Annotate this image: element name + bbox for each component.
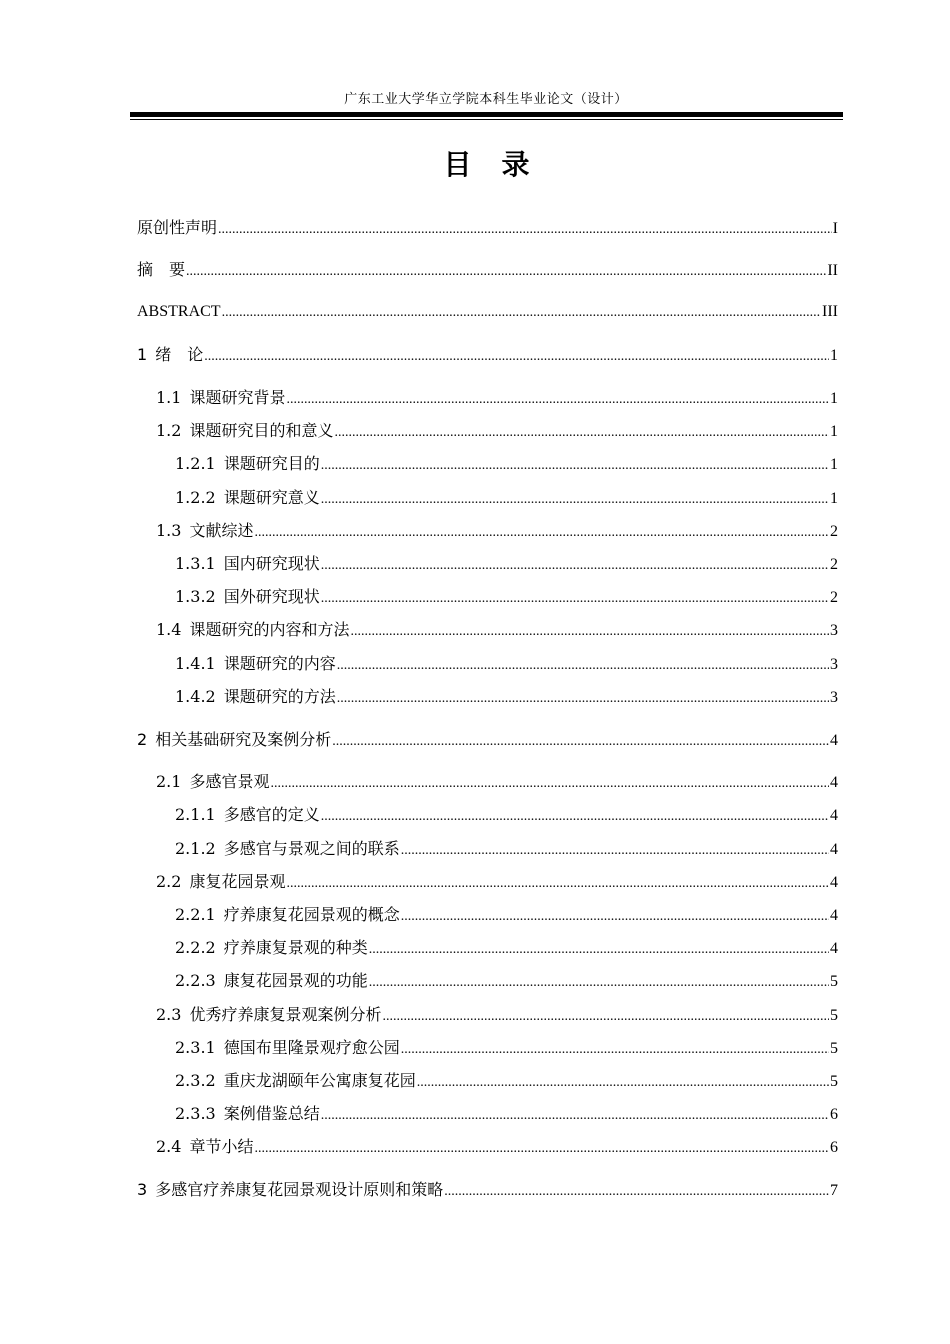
toc-entry-chapter-3[interactable] (137, 1179, 838, 1201)
leader-dots (270, 773, 829, 795)
toc-entry-2-3-3[interactable] (175, 1103, 838, 1125)
toc-entry-number: 2.2.3 (175, 971, 216, 990)
toc-entry-page: 4 (830, 841, 838, 858)
toc-entry-1-3-1[interactable] (175, 553, 838, 575)
toc-entry-number: 2.2 (156, 872, 182, 891)
toc-entry-2-2[interactable] (156, 871, 838, 893)
toc-entry-label: 多感官的定义 (223, 805, 320, 824)
toc-entry-2-3-2[interactable] (175, 1070, 838, 1092)
toc-entry-page: 4 (830, 874, 838, 891)
toc-entry-page: 1 (830, 456, 838, 473)
header-rule-thick (130, 112, 843, 117)
toc-entry-label: 绪 论 (155, 345, 204, 364)
toc-entry-1-2[interactable] (156, 420, 838, 442)
leader-dots (401, 906, 829, 928)
toc-entry-number: 1.3.2 (175, 587, 216, 606)
page-title: 目录 (443, 148, 560, 181)
toc-entry-page: 5 (830, 1040, 838, 1057)
toc-entry-label: 章节小结 (189, 1137, 254, 1156)
leader-dots (382, 1006, 829, 1028)
toc-entry-page: 4 (830, 732, 838, 749)
leader-dots (417, 1072, 829, 1094)
toc-entry-number: 1.3.1 (175, 554, 216, 573)
toc-entry-label: 康复花园景观 (189, 872, 286, 891)
toc-entry-chapter-1[interactable] (137, 344, 838, 366)
toc-entry-number: 1 (137, 345, 148, 364)
toc-entry-label: 德国布里隆景观疗愈公园 (223, 1038, 400, 1057)
toc-entry-page: 1 (830, 390, 838, 407)
toc-entry-number: 2.4 (156, 1137, 182, 1156)
toc-entry-number: 2.3.3 (175, 1104, 216, 1123)
leader-dots (321, 455, 829, 477)
toc-entry-label: 优秀疗养康复景观案例分析 (189, 1005, 382, 1024)
toc-entry-number: 2.3.2 (175, 1071, 216, 1090)
toc-entry-label: 多感官景观 (189, 772, 270, 791)
toc-entry-1-1[interactable] (156, 387, 838, 409)
toc-entry-page: 4 (830, 807, 838, 824)
leader-dots (186, 261, 826, 283)
toc-entry-1-4-1[interactable] (175, 653, 838, 675)
leader-dots (332, 731, 829, 753)
toc-entry-declaration[interactable] (137, 217, 838, 239)
toc-entry-page: 1 (830, 347, 838, 364)
leader-dots (321, 1105, 829, 1127)
toc-entry-number: 1.2.1 (175, 454, 216, 473)
toc-entry-2-1[interactable] (156, 771, 838, 793)
leader-dots (321, 806, 829, 828)
leader-dots (401, 840, 829, 862)
toc-entry-label: 课题研究目的 (223, 454, 320, 473)
leader-dots (254, 1138, 829, 1160)
leader-dots (401, 1039, 829, 1061)
toc-entry-page: 5 (830, 1007, 838, 1024)
toc-entry-number: 1.4 (156, 620, 182, 639)
toc-entry-page: 1 (830, 423, 838, 440)
toc-entry-page: 2 (830, 523, 838, 540)
toc-entry-number: 2.1.1 (175, 805, 216, 824)
toc-entry-page: 5 (830, 973, 838, 990)
toc-entry-label: 相关基础研究及案例分析 (155, 730, 332, 749)
toc-entry-number: 1.3 (156, 521, 182, 540)
toc-entry-label: 课题研究的内容 (223, 654, 336, 673)
running-header: 广东工业大学华立学院本科生毕业论文（设计） (344, 92, 628, 107)
toc-entry-number: 2.3.1 (175, 1038, 216, 1057)
leader-dots (218, 219, 832, 241)
toc-entry-1-2-1[interactable] (175, 453, 838, 475)
toc-entry-page: II (827, 262, 838, 279)
toc-entry-2-1-1[interactable] (175, 804, 838, 826)
toc-entry-label: 国外研究现状 (223, 587, 320, 606)
toc-entry-label: 康复花园景观的功能 (223, 971, 368, 990)
leader-dots (321, 588, 829, 610)
toc-entry-label: 多感官与景观之间的联系 (223, 839, 400, 858)
toc-entry-label: ABSTRACT (137, 303, 221, 320)
toc-entry-2-2-2[interactable] (175, 937, 838, 959)
toc-entry-page: 4 (830, 907, 838, 924)
leader-dots (222, 302, 821, 324)
toc-entry-label: 课题研究意义 (223, 488, 320, 507)
toc-entry-number: 2.2.2 (175, 938, 216, 957)
toc-entry-2-3-1[interactable] (175, 1037, 838, 1059)
toc-entry-2-2-3[interactable] (175, 970, 838, 992)
toc-entry-page: 4 (830, 940, 838, 957)
leader-dots (321, 555, 829, 577)
toc-entry-page: 3 (830, 689, 838, 706)
toc-entry-2-1-2[interactable] (175, 838, 838, 860)
toc-entry-number: 2.1 (156, 772, 182, 791)
leader-dots (321, 489, 829, 511)
toc-entry-number: 1.4.1 (175, 654, 216, 673)
toc-entry-page: I (832, 220, 838, 237)
toc-entry-page: 1 (830, 490, 838, 507)
toc-entry-2-3[interactable] (156, 1004, 838, 1026)
toc-entry-2-2-1[interactable] (175, 904, 838, 926)
toc-entry-page: III (822, 303, 838, 320)
toc-entry-abstract-cn[interactable] (137, 259, 838, 281)
leader-dots (444, 1181, 829, 1203)
toc-entry-label: 多感官疗养康复花园景观设计原则和策略 (155, 1180, 444, 1199)
toc-entry-page: 6 (830, 1106, 838, 1123)
leader-dots (337, 655, 829, 677)
toc-entry-label: 重庆龙湖颐年公寓康复花园 (223, 1071, 416, 1090)
toc-entry-label: 案例借鉴总结 (223, 1104, 320, 1123)
toc-entry-page: 2 (830, 589, 838, 606)
toc-entry-number: 2 (137, 730, 148, 749)
toc-entry-chapter-2[interactable] (137, 729, 838, 751)
toc-entry-label: 课题研究的方法 (223, 687, 336, 706)
toc-entry-page: 2 (830, 556, 838, 573)
toc-entry-label: 课题研究目的和意义 (189, 421, 334, 440)
leader-dots (254, 522, 829, 544)
toc-entry-number: 1.2 (156, 421, 182, 440)
leader-dots (337, 688, 829, 710)
toc-entry-number: 2.2.1 (175, 905, 216, 924)
toc-entry-label: 课题研究的内容和方法 (189, 620, 350, 639)
toc-entry-label: 摘 要 (137, 260, 186, 279)
toc-entry-1-3-2[interactable] (175, 586, 838, 608)
toc-entry-number: 2.1.2 (175, 839, 216, 858)
toc-entry-1-3[interactable] (156, 520, 838, 542)
header-rule-thin (130, 119, 843, 120)
leader-dots (286, 389, 829, 411)
toc-entry-1-2-2[interactable] (175, 487, 838, 509)
toc-entry-label: 疗养康复花园景观的概念 (223, 905, 400, 924)
toc-entry-abstract-en[interactable] (137, 301, 838, 323)
toc-entry-2-4[interactable] (156, 1136, 838, 1158)
leader-dots (350, 621, 829, 643)
toc-entry-label: 原创性声明 (137, 218, 218, 237)
toc-entry-page: 7 (830, 1182, 838, 1199)
toc-entry-1-4-2[interactable] (175, 686, 838, 708)
leader-dots (369, 939, 829, 961)
toc-entry-page: 3 (830, 622, 838, 639)
toc-entry-number: 3 (137, 1180, 148, 1199)
toc-entry-number: 1.1 (156, 388, 182, 407)
toc-entry-label: 文献综述 (189, 521, 254, 540)
leader-dots (369, 972, 829, 994)
leader-dots (334, 422, 829, 444)
leader-dots (204, 346, 829, 368)
toc-entry-page: 6 (830, 1139, 838, 1156)
leader-dots (286, 873, 829, 895)
toc-entry-label: 国内研究现状 (223, 554, 320, 573)
toc-entry-number: 1.4.2 (175, 687, 216, 706)
toc-entry-1-4[interactable] (156, 619, 838, 641)
toc-entry-label: 疗养康复景观的种类 (223, 938, 368, 957)
toc-entry-page: 3 (830, 656, 838, 673)
toc-entry-number: 2.3 (156, 1005, 182, 1024)
toc-entry-number: 1.2.2 (175, 488, 216, 507)
toc-entry-page: 4 (830, 774, 838, 791)
toc-entry-label: 课题研究背景 (189, 388, 286, 407)
toc-entry-page: 5 (830, 1073, 838, 1090)
